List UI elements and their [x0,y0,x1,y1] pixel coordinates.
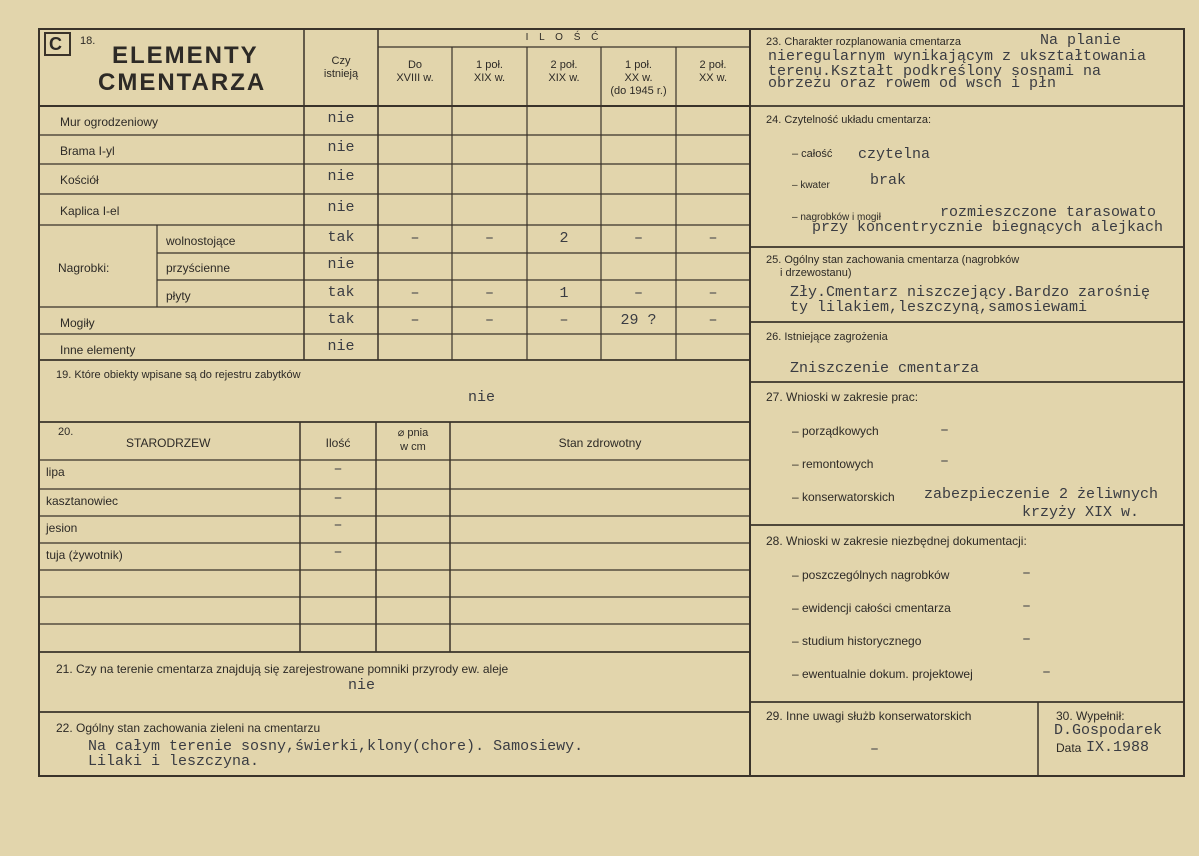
element-quantity: – [633,230,643,247]
s24-label: 24. Czytelność układu cmentarza: [766,114,932,126]
element-sub-label: wolnostojące [166,234,236,248]
s30-label: 30. Wypełnił: [1056,709,1125,723]
s27-item3-label: – konserwatorskich [792,490,895,504]
s20-col-pnia-l2: w cm [400,441,426,453]
s28-item3-label: – studium historycznego [792,634,922,648]
tree-quantity: – [333,544,343,561]
s21-value: nie [348,677,376,694]
element-exists: nie [327,139,355,156]
s22-label: 22. Ogólny stan zachowania zieleni na cmentarzu [56,721,321,735]
s28-item1-value: – [1022,565,1032,582]
period-header-3-l2: XIX w. [548,72,580,84]
s20-number: 20. [58,426,74,438]
element-exists: nie [327,256,355,273]
s25-label1: 25. Ogólny stan zachowania cmentarza (nagrobków [766,254,1020,266]
col-czy-l1: Czy [331,55,351,67]
element-sub-label: przyścienne [166,261,231,275]
period-header-3-l1: 2 poł. [550,59,578,71]
s21-label: 21. Czy na terenie cmentarza znajdują się zarejestrowane pomniki przyrody ew. aleje [56,662,509,676]
s19-label: 19. Które obiekty wpisane są do rejestru zabytków [56,369,301,381]
element-exists: tak [327,284,355,301]
tree-quantity: – [333,517,343,534]
s20-col-ilosc: Ilość [325,436,351,450]
element-quantity: – [410,230,420,247]
tree-name: kasztanowiec [46,494,119,508]
s27-item3-value2: krzyży XIX w. [1022,504,1140,521]
s24-item2-value: brak [870,172,907,189]
element-quantity: – [484,285,494,302]
title-line2: CMENTARZA [98,69,267,96]
s28-label: 28. Wnioski w zakresie niezbędnej dokumentacji: [766,534,1027,548]
col-czy-l2: istnieją [323,68,359,80]
period-header-4-l2: XX w. [624,72,653,84]
s24-item1-label: – całość [792,148,833,160]
element-quantity: 1 [559,285,569,302]
element-quantity: – [484,230,494,247]
s22-line1: Na całym terenie sosny,świerki,klony(chore). Samosiewy. [88,738,584,755]
element-exists: tak [327,229,355,246]
element-label: Kaplica I-el [60,204,120,218]
element-quantity: – [633,285,643,302]
s23-label: 23. Charakter rozplanowania cmentarza [766,36,962,48]
s28-item2-label: – ewidencji całości cmentarza [792,601,951,615]
period-header-4-l1: 1 poł. [625,59,652,71]
element-quantity: 29 ? [620,312,657,329]
s22-line2: Lilaki i leszczyna. [88,753,260,770]
s30-date: IX.1988 [1086,739,1150,756]
s29-label: 29. Inne uwagi służb konserwatorskich [766,709,972,723]
s23-v4: obrzeżu oraz rowem od wsch i płn [768,75,1057,92]
element-label: Kościół [60,173,99,187]
s20-col-stan: Stan zdrowotny [558,436,642,450]
s28-item3-value: – [1022,631,1032,648]
s23-v2: nieregularnym wynikającym z ukształtowania [768,48,1147,65]
tree-name: tuja (żywotnik) [46,548,123,562]
s24-item3-label: – nagrobków i mogił [792,212,881,223]
s24-item3-value2: przy koncentrycznie biegnących alejkach [812,219,1164,236]
nagrobki-label: Nagrobki: [58,261,110,275]
s19-value: nie [468,389,496,406]
element-label: Mogiły [60,316,95,330]
s26-label: 26. Istniejące zagrożenia [766,331,888,343]
element-quantity: 2 [559,230,569,247]
s28-item4-label: – ewentualnie dokum. projektowej [792,667,973,681]
element-sub-label: płyty [166,289,191,303]
s24-item2-label: – kwater [792,180,830,191]
s29-value: – [870,741,880,758]
s27-item1-label: – porządkowych [792,424,879,438]
element-label: Mur ogrodzeniowy [60,115,159,129]
element-quantity: – [410,285,420,302]
period-header-4-l3: (do 1945 r.) [610,85,667,97]
period-header-2-l1: 1 poł. [476,59,503,71]
s23-v1: Na planie [1040,32,1122,49]
s28-item4-value: – [1042,664,1052,681]
s30-date-label: Data [1056,741,1082,755]
s27-item1-value: – [940,422,950,439]
title-line1: ELEMENTY [112,42,259,69]
element-quantity: – [708,312,718,329]
period-header-5-l1: 2 poł. [699,59,727,71]
period-header-1-l2: XVIII w. [396,72,434,84]
tree-name: jesion [46,521,78,535]
s25-label2: i drzewostanu) [780,267,852,279]
s28-item2-value: – [1022,598,1032,615]
s30-name: D.Gospodarek [1054,722,1163,739]
period-header-1-l1: Do [407,59,423,71]
tree-quantity: – [333,461,343,478]
element-exists: tak [327,311,355,328]
section-letter: C [49,34,62,54]
period-header-2-l2: XIX w. [473,72,506,84]
s27-item2-label: – remontowych [792,457,874,471]
element-exists: nie [327,338,355,355]
element-quantity: – [410,312,420,329]
s23-v3: terenu.Kształt podkreślony sosnami na [768,63,1102,80]
col-ilosc: I L O Ś Ć [525,32,603,43]
s20-col-pnia-l1: ⌀ pnia [397,427,429,439]
s24-item1-value: czytelna [858,146,931,163]
s27-label: 27. Wnioski w zakresie prac: [766,390,919,404]
s25-v2: ty lilakiem,leszczyną,samosiewami [790,299,1088,316]
element-quantity: – [708,230,718,247]
s25-v1: Zły.Cmentarz niszczejący.Bardzo zarośnię [790,284,1151,301]
tree-quantity: – [333,490,343,507]
s24-item3-value: rozmieszczone tarasowato [940,204,1157,221]
section-number: 18. [80,35,96,47]
s20-title: STARODRZEW [126,436,211,450]
period-header-5-l2: XX w. [698,72,728,84]
element-quantity: – [559,312,569,329]
element-label: Inne elementy [60,343,136,357]
s27-item2-value: – [940,453,950,470]
element-exists: nie [327,199,355,216]
s26-value: Zniszczenie cmentarza [790,360,980,377]
element-quantity: – [708,285,718,302]
element-quantity: – [484,312,494,329]
s28-item1-label: – poszczególnych nagrobków [792,568,950,582]
element-exists: nie [327,110,355,127]
s27-item3-value: zabezpieczenie 2 żeliwnych [924,486,1159,503]
tree-name: lipa [46,465,65,479]
element-exists: nie [327,168,355,185]
element-label: Brama I-yl [60,144,115,158]
